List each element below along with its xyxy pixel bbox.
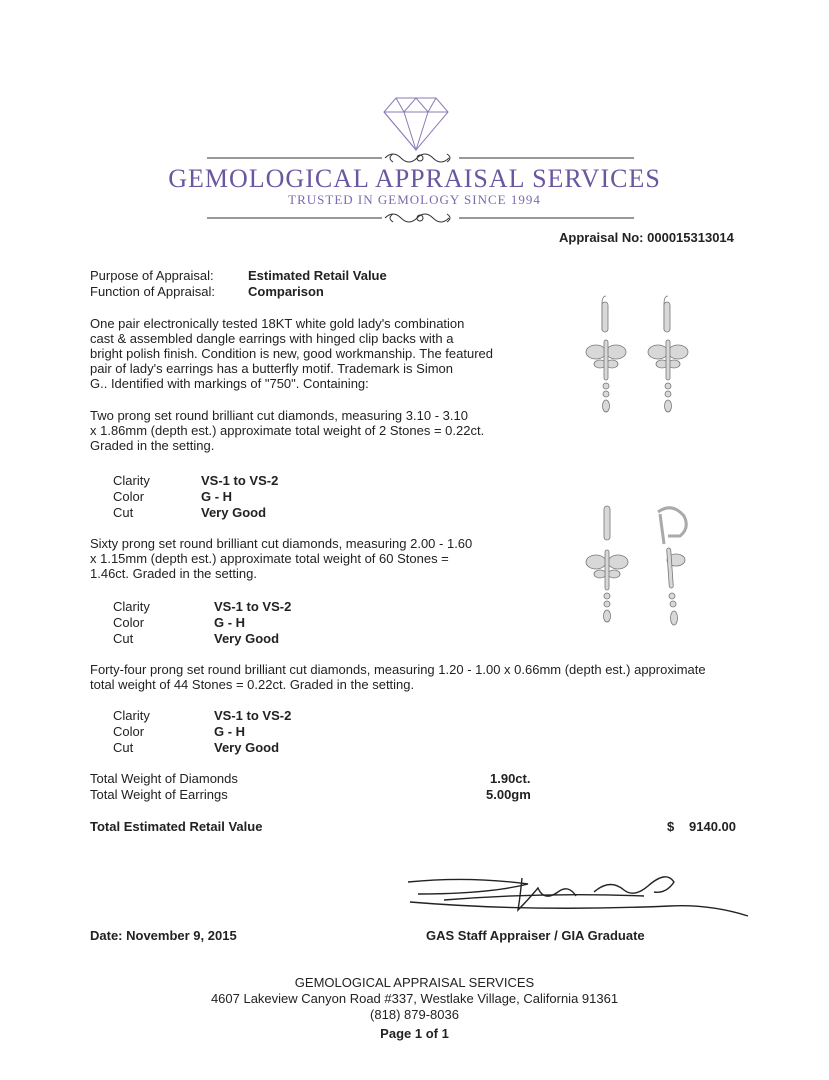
description-line: bright polish finish. Condition is new, good workmanship. The featured [90, 346, 493, 361]
earrings-front-image [578, 292, 698, 422]
purpose-value: Estimated Retail Value [248, 268, 387, 283]
logo-tagline: TRUSTED IN GEMOLOGY SINCE 1994 [288, 192, 541, 207]
earrings-side-image [580, 500, 702, 630]
clarity-label: Clarity [113, 473, 150, 488]
stone-group-2-description [90, 536, 520, 581]
description [90, 316, 520, 391]
clarity-value: VS-1 to VS-2 [214, 599, 292, 614]
cut-label: Cut [113, 740, 134, 755]
stone-line: x 1.15mm (depth est.) approximate total weight of 60 Stones = [90, 551, 449, 566]
cut-label: Cut [113, 631, 134, 646]
clarity-label: Clarity [113, 708, 150, 723]
color-label: Color [113, 489, 145, 504]
description-line: One pair electronically tested 18KT white gold lady's combination [90, 316, 465, 331]
clarity-value: VS-1 to VS-2 [214, 708, 292, 723]
appraisal-number: Appraisal No: 000015313014 [559, 230, 734, 245]
footer-address: 4607 Lakeview Canyon Road #337, Westlake Village, California 91361 [210, 991, 619, 1006]
color-value: G - H [214, 615, 246, 630]
stone-line: Forty-four prong set round brilliant cut diamonds, measuring 1.20 - 1.00 x 0.66mm (depth est.) approximate [90, 662, 706, 677]
cut-value: Very Good [214, 740, 280, 755]
appraisal-date: Date: November 9, 2015 [90, 928, 237, 943]
retail-value: 9140.00 [689, 819, 736, 834]
stone-line: 1.46ct. Graded in the setting. [90, 566, 257, 581]
stone-line: total weight of 44 Stones = 0.22ct. Graded in the setting. [90, 677, 415, 692]
cut-value: Very Good [214, 631, 280, 646]
description-line: G.. Identified with markings of "750". Containing: [90, 376, 369, 391]
logo-title: GEMOLOGICAL APPRAISAL SERVICES [168, 164, 661, 193]
purpose-label: Purpose of Appraisal: [90, 268, 214, 283]
function-value: Comparison [248, 284, 324, 299]
diamond-logo-icon [382, 94, 450, 152]
color-label: Color [113, 724, 145, 739]
color-value: G - H [201, 489, 233, 504]
total-earrings-label: Total Weight of Earrings [90, 787, 228, 802]
stone-line: Two prong set round brilliant cut diamonds, measuring 3.10 - 3.10 [90, 408, 468, 423]
total-diamonds-value: 1.90ct. [490, 771, 531, 786]
appraiser-title: GAS Staff Appraiser / GIA Graduate [426, 928, 645, 943]
total-diamonds-label: Total Weight of Diamonds [90, 771, 238, 786]
retail-currency: $ [667, 819, 675, 834]
page-number: Page 1 of 1 [380, 1026, 449, 1041]
stone-group-1-description [90, 408, 520, 453]
appraiser-signature [404, 870, 752, 922]
color-value: G - H [214, 724, 246, 739]
cut-label: Cut [113, 505, 134, 520]
bottom-ornament-rule [207, 208, 634, 228]
description-line: pair of lady's earrings has a butterfly motif. Trademark is Simon [90, 361, 454, 376]
clarity-value: VS-1 to VS-2 [201, 473, 279, 488]
retail-value-label: Total Estimated Retail Value [90, 819, 263, 834]
footer-company: GEMOLOGICAL APPRAISAL SERVICES [294, 975, 535, 990]
stone-line: Sixty prong set round brilliant cut diamonds, measuring 2.00 - 1.60 [90, 536, 473, 551]
description-line: cast & assembled dangle earrings with hinged clip backs with a [90, 331, 454, 346]
clarity-label: Clarity [113, 599, 150, 614]
footer-phone: (818) 879-8036 [370, 1007, 459, 1022]
stone-group-3-description [90, 662, 750, 692]
cut-value: Very Good [201, 505, 267, 520]
total-earrings-value: 5.00gm [486, 787, 531, 802]
stone-line: Graded in the setting. [90, 438, 215, 453]
color-label: Color [113, 615, 145, 630]
function-label: Function of Appraisal: [90, 284, 216, 299]
stone-line: x 1.86mm (depth est.) approximate total weight of 2 Stones = 0.22ct. [90, 423, 485, 438]
